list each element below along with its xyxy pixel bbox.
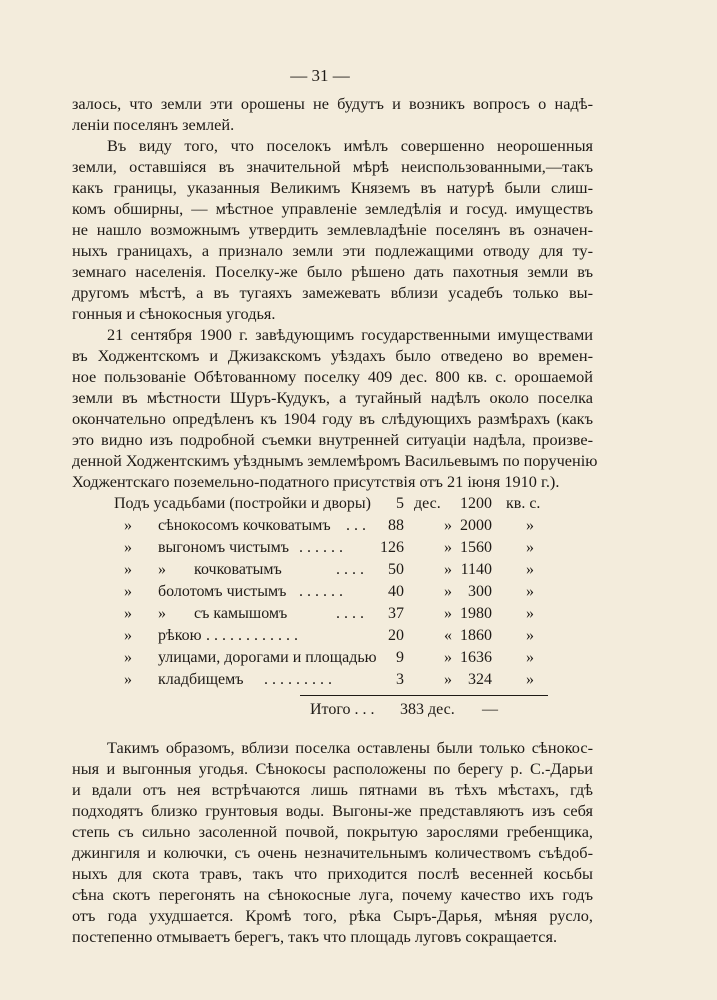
leader-dots: . . . . . . [299,539,343,556]
table-row [114,671,544,693]
text-line: Ходжентскаго поземельно-податного присутствія отъ 21 іюня 1910 г.). [72,472,560,491]
text-line: 21 сентября 1900 г. завѣдующимъ государственными имуществами [107,325,593,344]
leader-dots: . . . [346,517,366,534]
text-line: джингиля и колючки, съ очень незначительнымъ количествомъ съѣдоб- [72,843,593,862]
text-line: Такимъ образомъ, вблизи поселка оставлены были только сѣнокос- [107,738,593,757]
ditto-mark: » [526,671,534,688]
ditto-mark: » [444,649,452,666]
text-line: какъ границы, указанныя Великимъ Княземъ въ натурѣ были слиш- [72,178,593,197]
text-line: земнаго населенія. Поселку-же было рѣшено дать пахотныя земли въ [72,262,593,281]
ditto-mark: » [124,605,132,622]
text-line: Въ виду того, что поселокъ имѣлъ совершенно неорошенныя [107,136,593,155]
leader-dots: . . . . . . . . . . . . [206,627,298,644]
row-sq-sazhens: 1980 [460,605,492,622]
ditto-mark: » [124,517,132,534]
ditto-mark: » [444,539,452,556]
ditto-mark: » [444,605,452,622]
text-line: денной Ходжентскимъ уѣзднымъ землемѣромъ Васильевымъ по порученію [72,451,598,470]
row-desyatins: 40 [388,583,404,600]
ditto-mark: » [444,561,452,578]
row-label: болотомъ чистымъ [158,583,287,600]
table-row [114,561,544,583]
total-label: Итого . . . [310,701,375,718]
row-label: улицами, дорогами и площадью [158,649,377,666]
row-sq-sazhens: 1636 [460,649,492,666]
row-desyatins: 37 [388,605,404,622]
ditto-mark: » [526,627,534,644]
ditto-mark: » [526,561,534,578]
total-dash: — [482,701,498,718]
ditto-mark: » [444,671,452,688]
text-line: и вдали отъ нея встрѣчаются лишь пятнами въ тѣхъ мѣстахъ, гдѣ [72,780,593,799]
row-desyatins: 20 [388,627,404,644]
ditto-mark: » [526,517,534,534]
row-desyatins: 3 [396,671,404,688]
ditto-mark: » [526,583,534,600]
text-line: залось, что земли эти орошены не будутъ и возникъ вопросъ о надѣ- [72,94,593,113]
ditto-mark: » [526,539,534,556]
table-row [114,605,544,627]
text-line: не нашло возможнымъ утвердить землевладѣніе поселянъ въ означен- [72,220,593,239]
ditto-mark: » [124,583,132,600]
table-row [114,583,544,605]
text-line: въ Ходжентскомъ и Джизакскомъ уѣздахъ было отведено во времен- [72,346,593,365]
leader-dots: . . . . [336,561,364,578]
text-line: ныхъ для скота травъ, такъ что приходится послѣ весенней косьбы [72,864,593,883]
ditto-mark: » [124,649,132,666]
text-line: степь съ сильно засоленной почвой, покрытую зарослями гребенщика, [72,822,593,841]
table-row [114,539,544,561]
text-line: ныя и выгонныя угодья. Сѣнокосы расположены по берегу р. С.-Дарьи [72,759,593,778]
ditto-mark: » [444,583,452,600]
text-line: другомъ мѣстѣ, а въ тугаяхъ замежевать вблизи усадебъ только вы- [72,283,593,302]
leader-dots: . . . . . . [299,583,343,600]
text-line: земли, оставшіяся въ значительной мѣрѣ неиспользованными,—такъ [72,157,593,176]
table-row [114,627,544,649]
text-line: окончательно опредѣленъ къ 1904 году въ слѣдующихъ размѣрахъ (какъ [72,409,593,428]
row-desyatins: 126 [380,539,404,556]
row-label: » съ камышомъ [158,605,288,622]
row-label: кладбищемъ [158,671,244,688]
row-sq-sazhens: 1560 [460,539,492,556]
ditto-mark: » [124,671,132,688]
text-line: сѣна скотъ перегонять на сѣнокосные луга, почему качество ихъ годъ [72,885,593,904]
ditto-mark: « [444,627,452,644]
table-row [114,495,544,517]
ditto-mark: » [526,605,534,622]
text-line: отъ года ухудшается. Кромѣ того, рѣка Сыръ-Дарья, мѣняя русло, [72,906,593,925]
row-sq-sazhens: 324 [468,671,492,688]
total-rule [300,695,548,696]
total-row [114,701,544,723]
unit-desyatin: дес. [414,495,441,512]
total-value: 383 дес. [400,701,455,718]
row-desyatins: 9 [396,649,404,666]
text-line: ныхъ границахъ, а признало земли эти подлежащими отводу для ту- [72,241,593,260]
row-sq-sazhens: 300 [468,583,492,600]
text-line: ное пользованіе Обѣтованному поселку 409 дес. 800 кв. с. орошаемой [72,367,593,386]
text-line: это видно изъ подробной съемки внутренней ситуаціи надѣла, произве- [72,430,593,449]
row-sq-sazhens: 1860 [460,627,492,644]
row-label: сѣнокосомъ кочковатымъ [158,517,331,534]
table-row [114,649,544,671]
row-label: рѣкою [158,627,202,644]
page-number: — 31 — [290,66,350,85]
text-line: комъ обширны, — мѣстное управленіе земледѣлія и госуд. имуществъ [72,199,593,218]
row-label: выгономъ чистымъ [158,539,289,556]
ditto-mark: » [526,649,534,666]
row-sq-sazhens: 2000 [460,517,492,534]
unit-sq-sazhen: кв. с. [506,495,541,512]
row-desyatins: 50 [388,561,404,578]
table-row [114,517,544,539]
leader-dots: . . . . [336,605,364,622]
row-sq-sazhens: 1200 [460,495,492,512]
row-desyatins: 5 [396,495,404,512]
row-sq-sazhens: 1140 [460,561,492,578]
ditto-mark: » [444,517,452,534]
row-label: Подъ усадьбами (постройки и дворы) [114,495,371,512]
row-label: » кочковатымъ [158,561,282,578]
ditto-mark: » [124,539,132,556]
text-line: леніи поселянъ землей. [72,115,235,134]
row-desyatins: 88 [388,517,404,534]
text-line: земли въ мѣстности Шуръ-Кудукъ, а тугайный надѣлъ около поселка [72,388,593,407]
ditto-mark: » [124,561,132,578]
text-line: подходятъ близко грунтовыя воды. Выгоны-же представляютъ изъ себя [72,801,593,820]
text-line: гонныя и сѣнокосныя угодья. [72,304,276,323]
ditto-mark: » [124,627,132,644]
leader-dots: . . . . . . . . . [264,671,332,688]
text-line: постепенно отмываетъ берегъ, такъ что площадь луговъ сокращается. [72,927,558,946]
